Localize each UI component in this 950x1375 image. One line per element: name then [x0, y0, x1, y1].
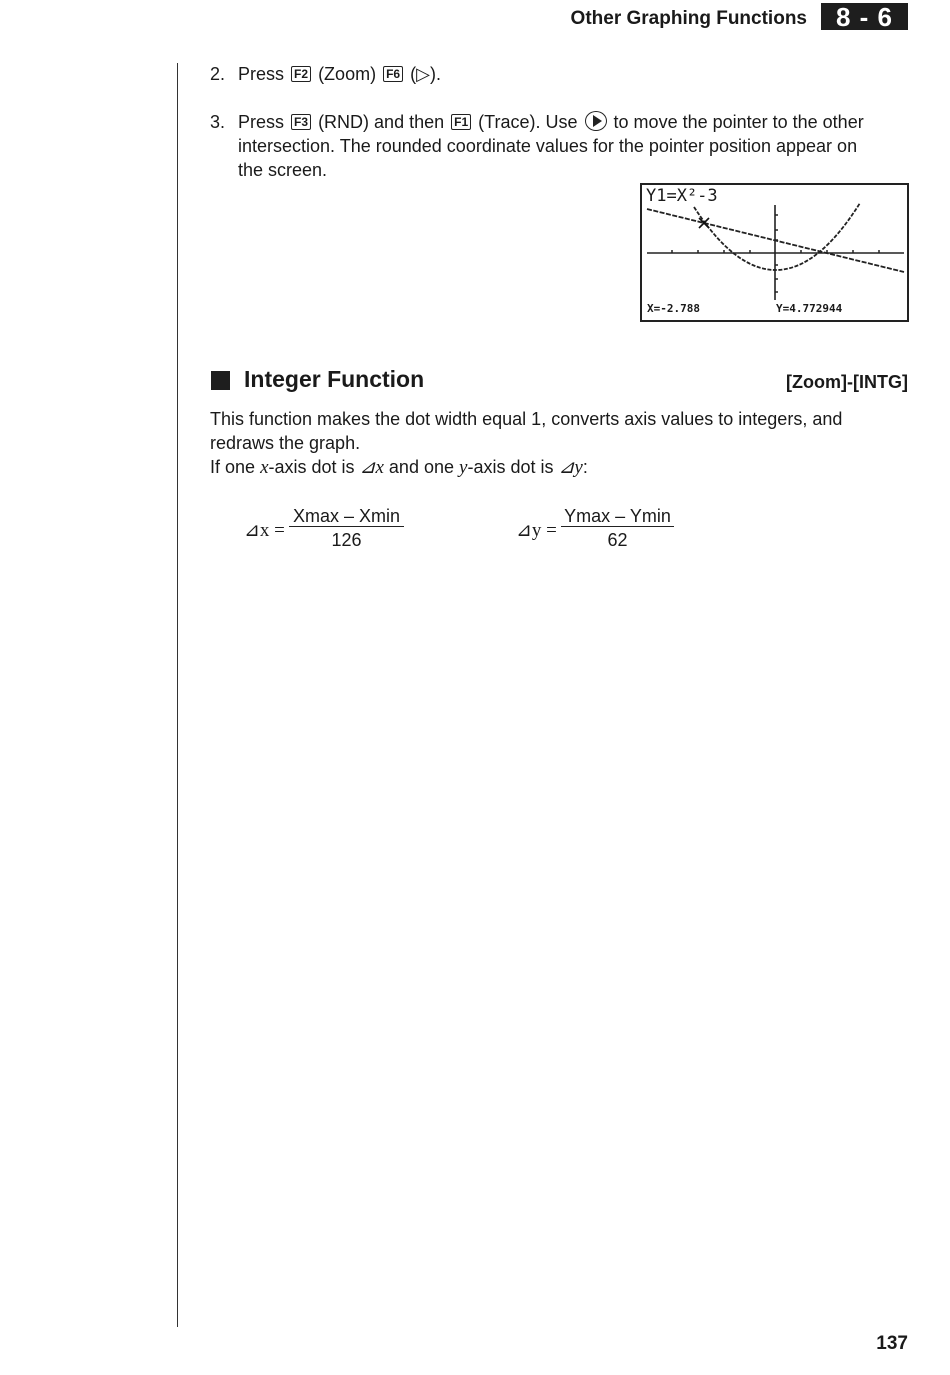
text: If one [210, 457, 256, 477]
paragraph [210, 455, 910, 480]
screen-formula: Y1=X²-3 [646, 186, 718, 206]
math-x: x [260, 457, 269, 478]
formula-denominator: 126 [331, 530, 362, 550]
calculator-screen [640, 183, 909, 322]
formula-label: ⊿y = [516, 520, 557, 541]
step-text: (Zoom) [318, 64, 377, 84]
text: -axis dot is [467, 457, 554, 477]
page-number: 137 [876, 1333, 908, 1354]
menu-path: [Zoom]-[INTG] [786, 372, 908, 392]
math-y: y [459, 457, 468, 478]
delta-x-formula [244, 506, 444, 556]
step-number: 2. [210, 64, 226, 84]
text: : [582, 457, 588, 477]
paragraph: This function makes the dot width equal 1, converts axis values to integers, and redraws the graph. [210, 409, 843, 453]
section-square-bullet-icon [211, 371, 230, 390]
section-title: Other Graphing Functions [570, 8, 807, 29]
math-delta-y: ⊿y [558, 457, 583, 478]
right-cursor-key-icon [585, 111, 607, 131]
f6-key-icon: F6 [383, 66, 403, 82]
step-text: (Trace). Use [478, 112, 578, 132]
y-coordinate-readout: Y=4.772944 [776, 302, 843, 315]
f2-key-icon: F2 [291, 66, 311, 82]
step-text: Press [238, 64, 285, 84]
step-text: (▷). [410, 64, 441, 84]
step-text: Press [238, 112, 285, 132]
step-text: to move the pointer to the other intersection. The rounded coordinate values for the pointer position appear on the screen. [238, 112, 864, 180]
formula-denominator: 62 [607, 530, 628, 550]
step-number: 3. [210, 112, 226, 132]
math-delta-x: ⊿x [359, 457, 384, 478]
section-body [210, 407, 910, 480]
formula-numerator: Xmax – Xmin [289, 506, 404, 527]
section-number-badge: 8 - 6 [821, 3, 908, 30]
formula-label: ⊿x = [244, 520, 285, 541]
parabola-graph [694, 203, 860, 270]
text: and one [388, 457, 454, 477]
formula-numerator: Ymax – Ymin [561, 506, 674, 527]
x-coordinate-readout: X=-2.788 [647, 302, 700, 315]
text: -axis dot is [268, 457, 355, 477]
section-heading: Integer Function [244, 366, 425, 392]
margin-rule [177, 63, 178, 1327]
f1-key-icon: F1 [451, 114, 471, 130]
delta-y-formula [516, 506, 716, 556]
step-text: (RND) and then [318, 112, 445, 132]
f3-key-icon: F3 [291, 114, 311, 130]
